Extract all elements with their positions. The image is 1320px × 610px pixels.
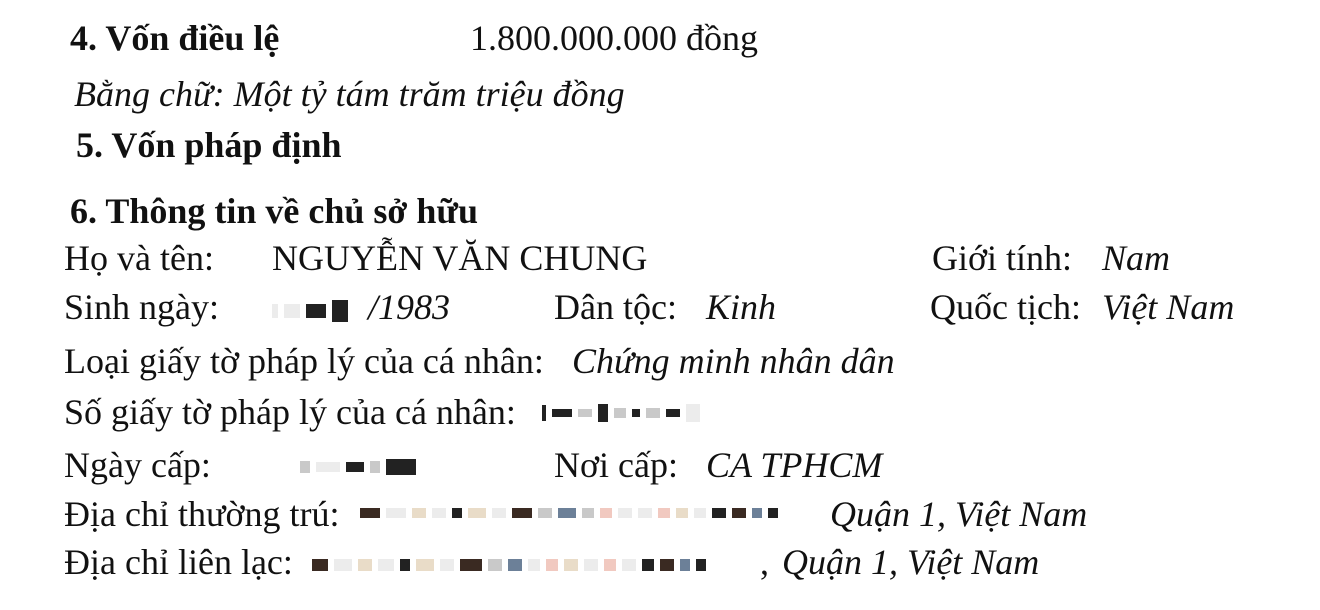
issue-place-value: CA TPHCM (706, 445, 883, 485)
permanent-address-redaction (360, 500, 778, 526)
owner-heading: 6. Thông tin về chủ sở hữu (70, 191, 479, 231)
capital-amount: 1.800.000.000 đồng (470, 18, 758, 58)
id-type-value: Chứng minh nhân dân (572, 341, 895, 381)
name-value: NGUYỄN VĂN CHUNG (272, 238, 648, 278)
permanent-address-label: Địa chỉ thường trú: (64, 494, 340, 534)
contact-address-tail: Quận 1, Việt Nam (782, 542, 1040, 582)
contact-address-redaction (312, 552, 706, 578)
capital-in-words: Bằng chữ: Một tỷ tám trăm triệu đồng (74, 74, 625, 114)
id-number-redaction (542, 398, 700, 428)
dob-redaction (272, 298, 348, 324)
capital-heading: 4. Vốn điều lệ (70, 18, 280, 58)
name-label: Họ và tên: (64, 238, 214, 278)
issue-date-redaction (300, 454, 416, 480)
issue-place-label: Nơi cấp: (554, 445, 678, 485)
ethnicity-label: Dân tộc: (554, 287, 677, 327)
dob-label: Sinh ngày: (64, 287, 220, 327)
gender-label: Giới tính: (932, 238, 1073, 278)
contact-address-label: Địa chỉ liên lạc: (64, 542, 293, 582)
permanent-address-tail: Quận 1, Việt Nam (830, 494, 1088, 534)
id-number-label: Số giấy tờ pháp lý của cá nhân: (64, 392, 516, 432)
nationality-label: Quốc tịch: (930, 287, 1081, 327)
id-type-label: Loại giấy tờ pháp lý của cá nhân: (64, 341, 544, 381)
ethnicity-value: Kinh (706, 287, 777, 327)
issue-date-label: Ngày cấp: (64, 445, 211, 485)
contact-address-comma: , (760, 542, 769, 582)
dob-value: /1983 (368, 287, 451, 327)
gender-value: Nam (1102, 238, 1171, 278)
nationality-value: Việt Nam (1102, 287, 1235, 327)
legal-capital-heading: 5. Vốn pháp định (76, 125, 342, 165)
